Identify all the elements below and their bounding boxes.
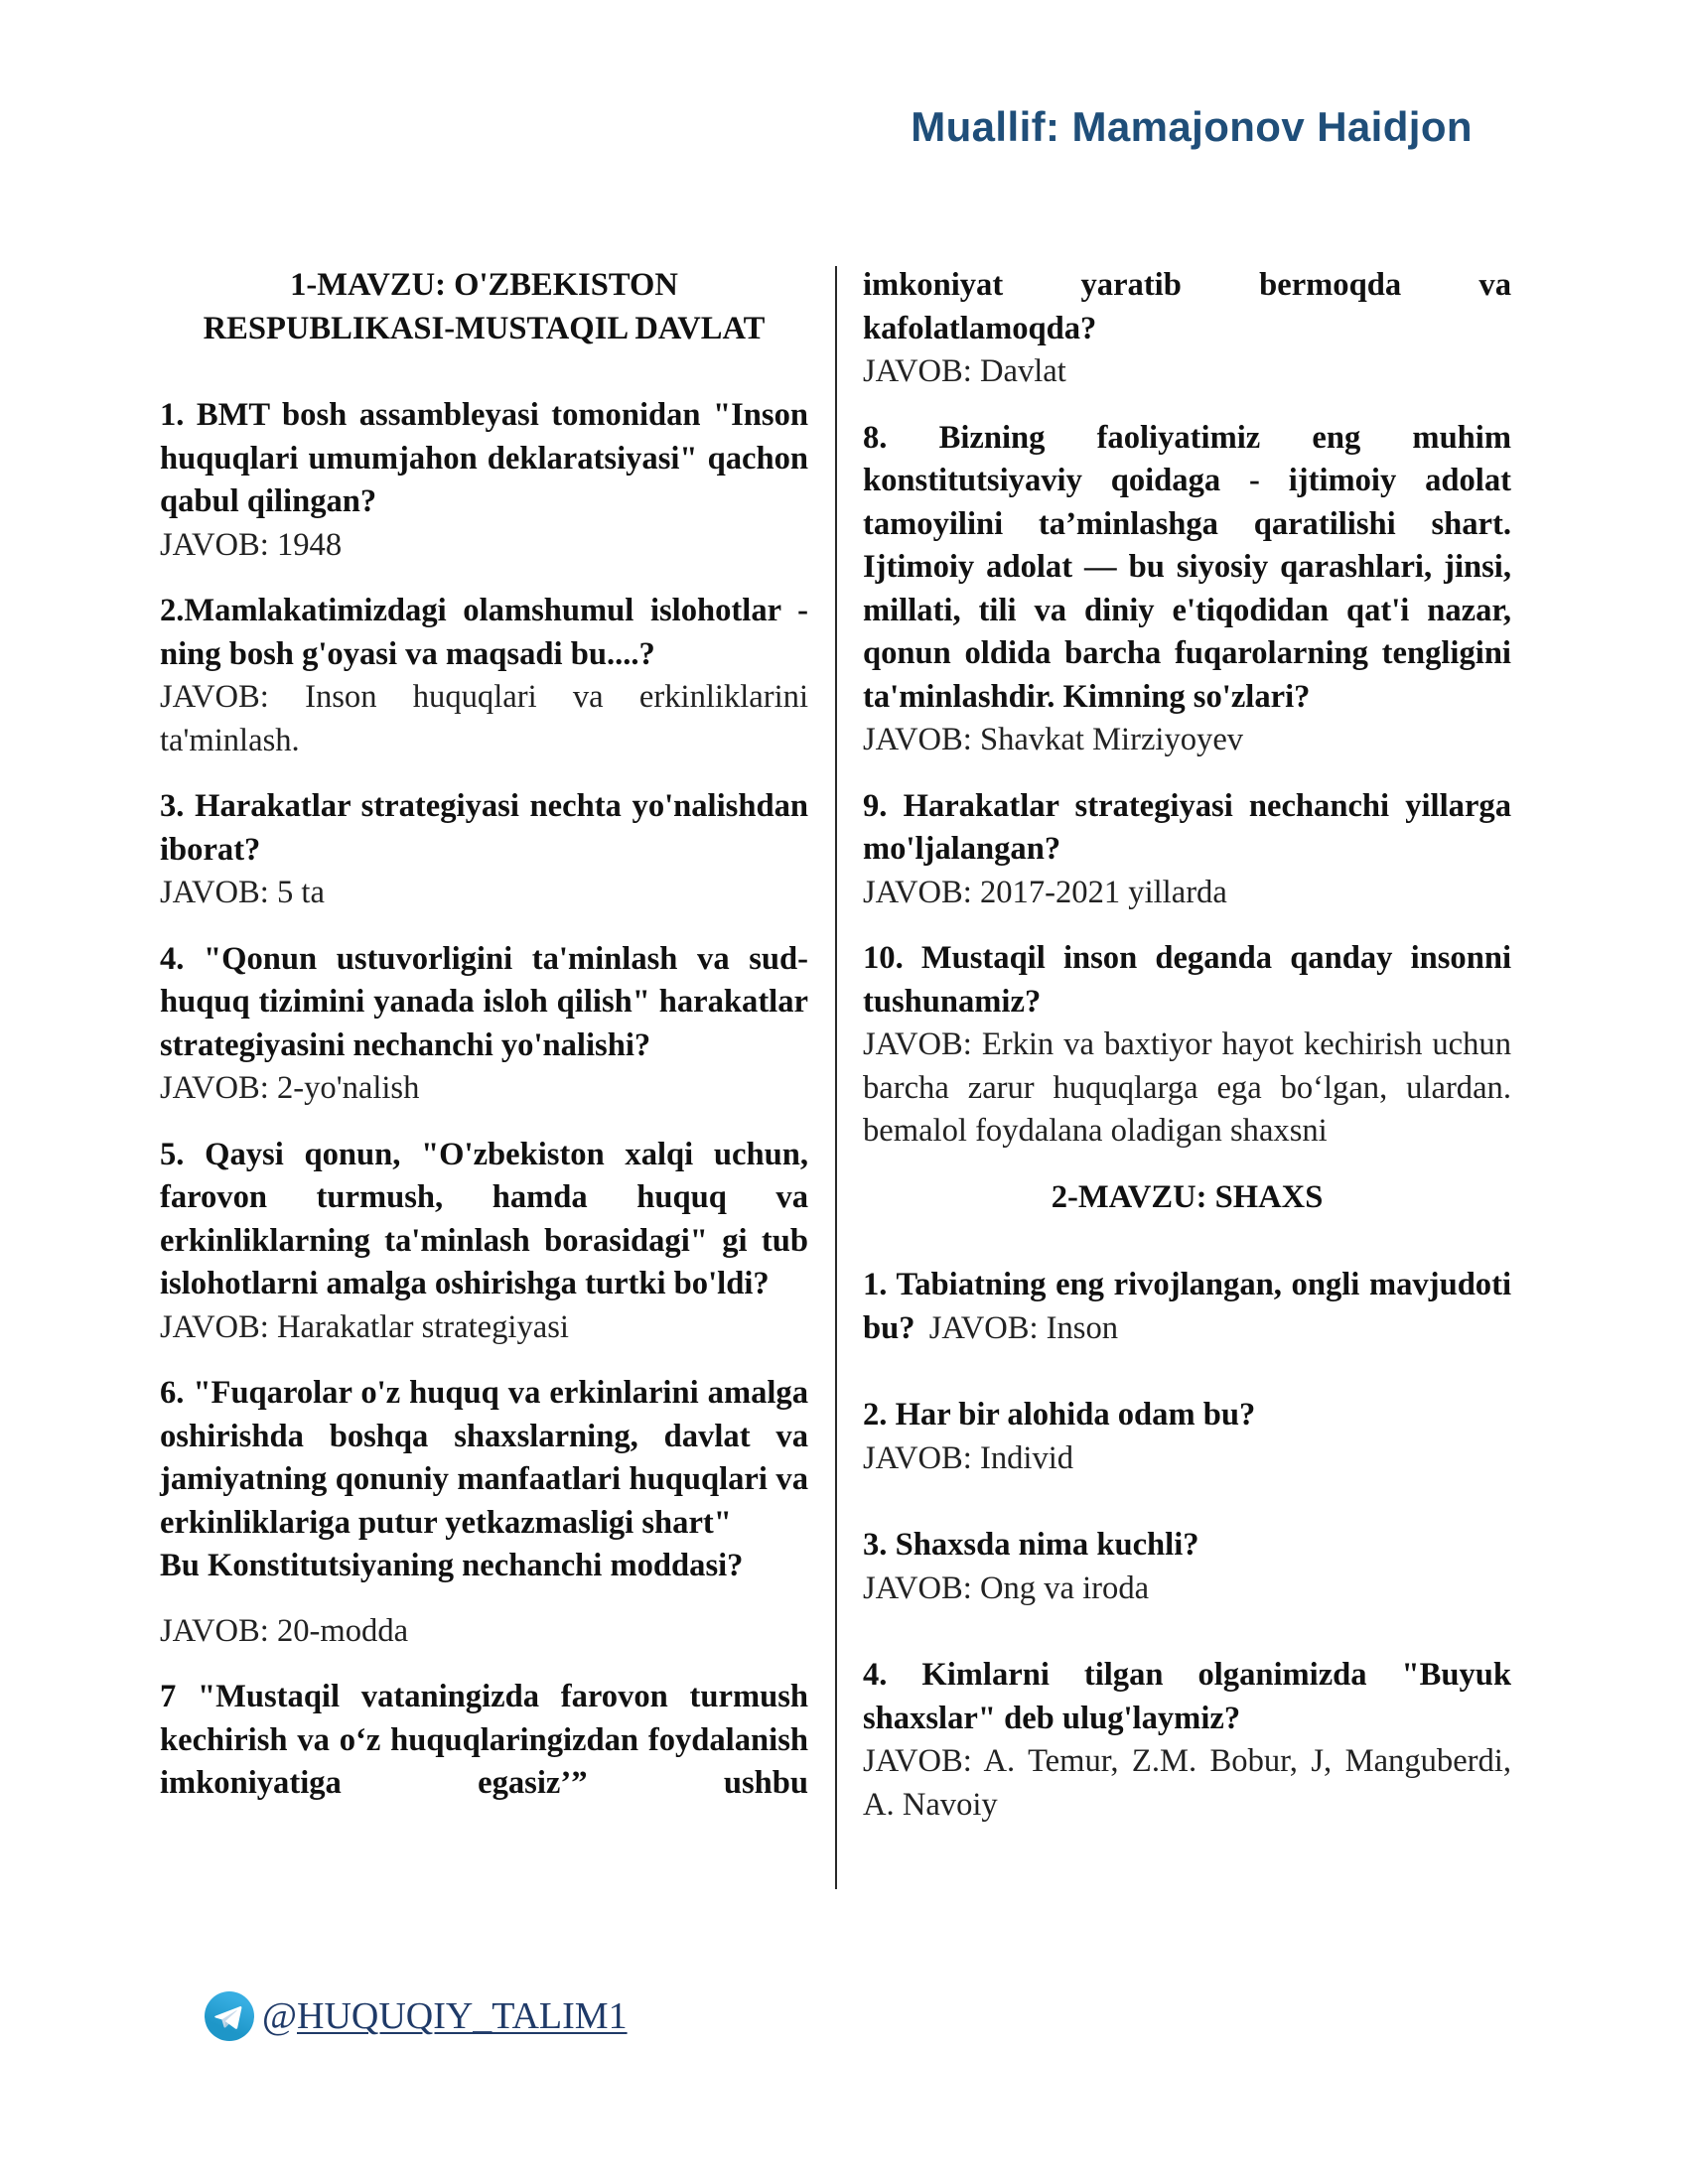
telegram-channel-link[interactable]	[262, 1991, 628, 2041]
qa-item-7-continued	[863, 264, 1511, 394]
telegram-icon	[205, 1991, 254, 2041]
question-text: 7 "Mustaqil vataningizda farovon turmush kechirish va o‘z huquqlaringizdan foydalanish imkoniyatiga egasiz’” ushbu	[160, 1679, 808, 1801]
shaxs-item-4	[863, 1654, 1511, 1827]
question-text: 3. Harakatlar strategiyasi nechta yo'nalishdan iborat?	[160, 788, 808, 868]
answer-text: JAVOB: 20-modda	[160, 1612, 409, 1649]
qa-item-7-start	[160, 1676, 808, 1806]
footer-telegram	[205, 1991, 628, 2041]
question-text: 10. Mustaqil inson deganda qanday insonni tushunamiz?	[863, 940, 1511, 1020]
shaxs-item-2	[863, 1394, 1511, 1480]
section-1-title	[160, 264, 808, 350]
channel-handle[interactable]: HUQUQIY_TALIM1	[297, 1995, 628, 2037]
answer-text: JAVOB: A. Temur, Z.M. Bobur, J, Manguberdi, A. Navoiy	[863, 1743, 1511, 1823]
section-2-title: 2-MAVZU: SHAXS	[1051, 1178, 1324, 1215]
author-heading: Muallif: Mamajonov Haidjon	[911, 103, 1473, 150]
qa-item-5	[160, 1134, 808, 1350]
qa-item-4	[160, 938, 808, 1111]
left-column	[160, 264, 808, 1829]
question-text: 8. Bizning faoliyatimiz eng muhim konstitutsiyaviy qoidaga - ijtimoiy adolat tamoyilini ta’minlashga qaratilishi shart. Ijtimoiy adolat — bu siyosiy qarashlari, jinsi, millati, tili va diniy e'tiqodidan qat'i nazar, qonun oldida barcha fuqarolarning tengligini ta'minlashdir. Kimning so'zlari?	[863, 419, 1511, 715]
answer-text: JAVOB: 2-yo'nalish	[160, 1070, 420, 1106]
question-text-line-2: Bu Konstitutsiyaning nechanchi moddasi?	[160, 1548, 744, 1583]
qa-item-6	[160, 1372, 808, 1653]
question-inline: 1. Tabiatning eng rivojlangan, ongli mavjudoti bu?	[863, 1267, 1511, 1346]
question-text: 5. Qaysi qonun, "O'zbekiston xalqi uchun, farovon turmush, hamda huquq va erkinliklarning ta'minlash borasidagi" gi tub islohotlarni amalga oshirishga turtki bo'ldi?	[160, 1136, 808, 1301]
question-text-continued: imkoniyat yaratib bermoqda va kafolatlamoqda?	[863, 267, 1511, 346]
question-text	[863, 1264, 1511, 1350]
question-text: 4. Kimlarni tilgan olganimizda "Buyuk shaxslar" deb ulug'laymiz?	[863, 1657, 1511, 1736]
qa-item-2	[160, 590, 808, 762]
question-text: 1. BMT bosh assambleyasi tomonidan "Inson huquqlari umumjahon deklaratsiyasi" qachon qabul qilingan?	[160, 397, 808, 519]
shaxs-item-1	[863, 1264, 1511, 1350]
section-1-title-line: 1-MAVZU: O'ZBEKISTON	[290, 267, 678, 303]
qa-item-9	[863, 785, 1511, 915]
answer-inline: JAVOB: Inson	[928, 1309, 1119, 1346]
question-text: 4. "Qonun ustuvorligini ta'minlash va sud-huquq tizimini yanada isloh qilish" harakatlar strategiyasini nechanchi yo'nalishi?	[160, 940, 808, 1063]
question-text: 6. "Fuqarolar o'z huquq va erkinlarini amalga oshirishda boshqa shaxslarning, davlat va jamiyatning qonuniy manfaatlari huquqlari va erkinliklariga putur yetkazmasligi shart"	[160, 1375, 808, 1541]
question-text: 9. Harakatlar strategiyasi nechanchi yillarga mo'ljalangan?	[863, 787, 1511, 867]
qa-item-3	[160, 785, 808, 915]
at-sign: @	[262, 1995, 297, 2037]
section-1-title-line: RESPUBLIKASI-MUSTAQIL DAVLAT	[203, 310, 766, 346]
answer-text: JAVOB: Shavkat Mirziyoyev	[863, 722, 1244, 757]
answer-text: JAVOB: Davlat	[863, 353, 1066, 389]
qa-item-10	[863, 937, 1511, 1154]
answer-text: JAVOB: Harakatlar strategiyasi	[160, 1308, 569, 1345]
shaxs-item-3	[863, 1524, 1511, 1610]
answer-text: JAVOB: Inson huquqlari va erkinliklarini ta'minlash.	[160, 679, 808, 758]
answer-text: JAVOB: Individ	[863, 1439, 1074, 1476]
answer-text: JAVOB: 5 ta	[160, 875, 325, 910]
answer-text: JAVOB: 1948	[160, 526, 343, 563]
answer-text: JAVOB: 2017-2021 yillarda	[863, 874, 1227, 910]
question-text: 2. Har bir alohida odam bu?	[863, 1397, 1256, 1433]
question-text: 2.Mamlakatimizdagi olamshumul islohotlar - ning bosh g'oyasi va maqsadi bu....?	[160, 593, 808, 672]
qa-item-1	[160, 394, 808, 567]
column-divider	[835, 266, 837, 1889]
qa-item-8	[863, 417, 1511, 762]
answer-text: JAVOB: Ong va iroda	[863, 1570, 1150, 1606]
question-text: 3. Shaxsda nima kuchli?	[863, 1527, 1199, 1563]
right-column	[863, 264, 1511, 1827]
answer-text: JAVOB: Erkin va baxtiyor hayot kechirish uchun barcha zarur huquqlarga ega bo‘lgan, ulardan. bemalol foydalana oladigan shaxsni	[863, 1026, 1511, 1149]
